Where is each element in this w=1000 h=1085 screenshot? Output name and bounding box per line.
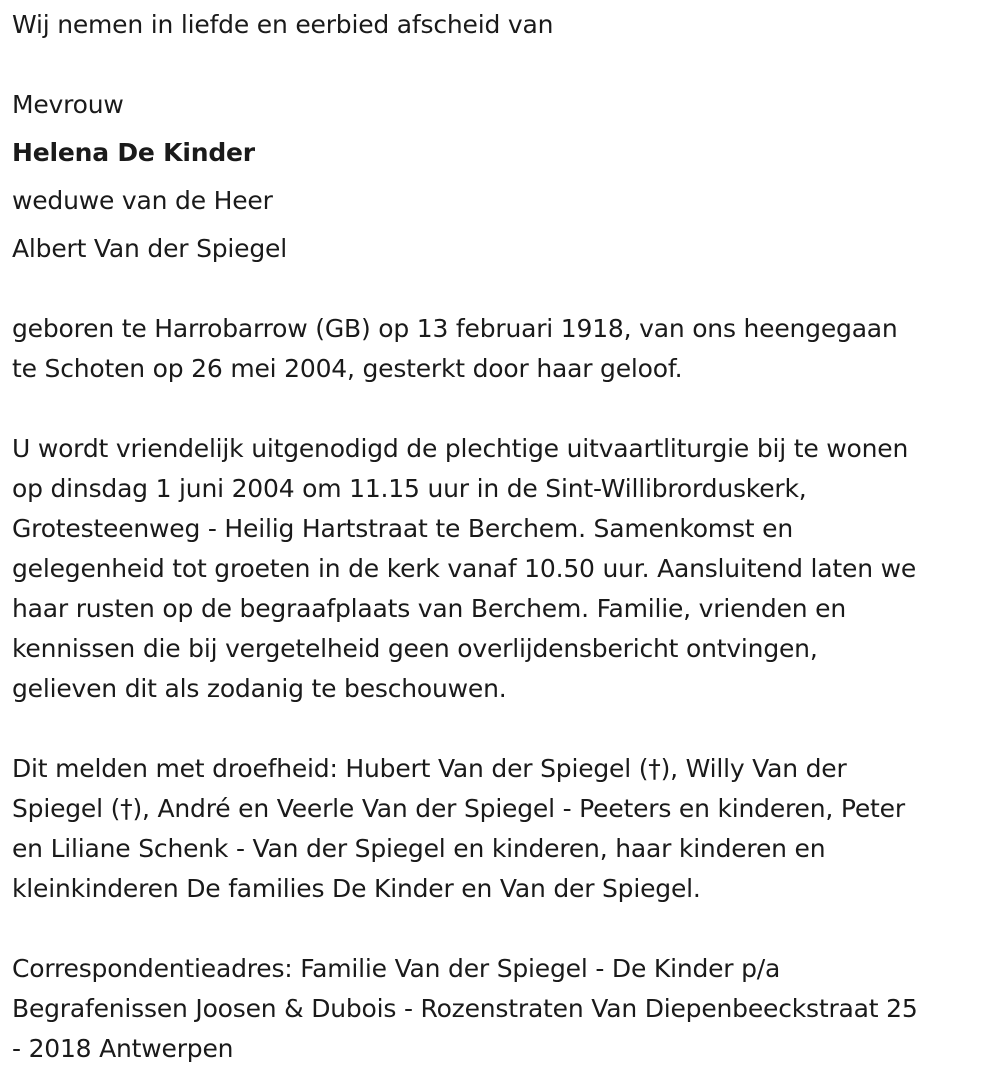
correspondence-line: Begrafenissen Joosen & Dubois - Rozenstraten Van Diepenbeeckstraat 25 (12, 994, 918, 1023)
invitation-line: gelegenheid tot groeten in de kerk vanaf 10.50 uur. Aansluitend laten we (12, 554, 917, 583)
invitation-line: U wordt vriendelijk uitgenodigd de plechtige uitvaartliturgie bij te wonen (12, 434, 909, 463)
deceased-name: Helena De Kinder (12, 138, 255, 167)
correspondence-line: - 2018 Antwerpen (12, 1034, 234, 1063)
family-line: en Liliane Schenk - Van der Spiegel en kinderen, haar kinderen en (12, 834, 826, 863)
birth-death-line: te Schoten op 26 mei 2004, gesterkt door haar geloof. (12, 354, 683, 383)
salutation: Mevrouw (12, 90, 124, 119)
family-line: Spiegel (†), André en Veerle Van der Spiegel - Peeters en kinderen, Peter (12, 794, 905, 823)
widow-of-text: weduwe van de Heer (12, 186, 273, 215)
invitation-line: op dinsdag 1 juni 2004 om 11.15 uur in de Sint-Willibrorduskerk, (12, 474, 807, 503)
birth-death-line: geboren te Harrobarrow (GB) op 13 februari 1918, van ons heengegaan (12, 314, 898, 343)
spouse-name: Albert Van der Spiegel (12, 234, 287, 263)
invitation-line: kennissen die bij vergetelheid geen overlijdensbericht ontvingen, (12, 634, 818, 663)
family-line: Dit melden met droefheid: Hubert Van der Spiegel (†), Willy Van der (12, 754, 847, 783)
correspondence-line: Correspondentieadres: Familie Van der Spiegel - De Kinder p/a (12, 954, 781, 983)
invitation-line: gelieven dit als zodanig te beschouwen. (12, 674, 507, 703)
family-line: kleinkinderen De families De Kinder en Van der Spiegel. (12, 874, 701, 903)
invitation-line: haar rusten op de begraafplaats van Berchem. Familie, vrienden en (12, 594, 846, 623)
invitation-line: Grotesteenweg - Heilig Hartstraat te Berchem. Samenkomst en (12, 514, 793, 543)
intro-text: Wij nemen in liefde en eerbied afscheid van (12, 10, 554, 39)
